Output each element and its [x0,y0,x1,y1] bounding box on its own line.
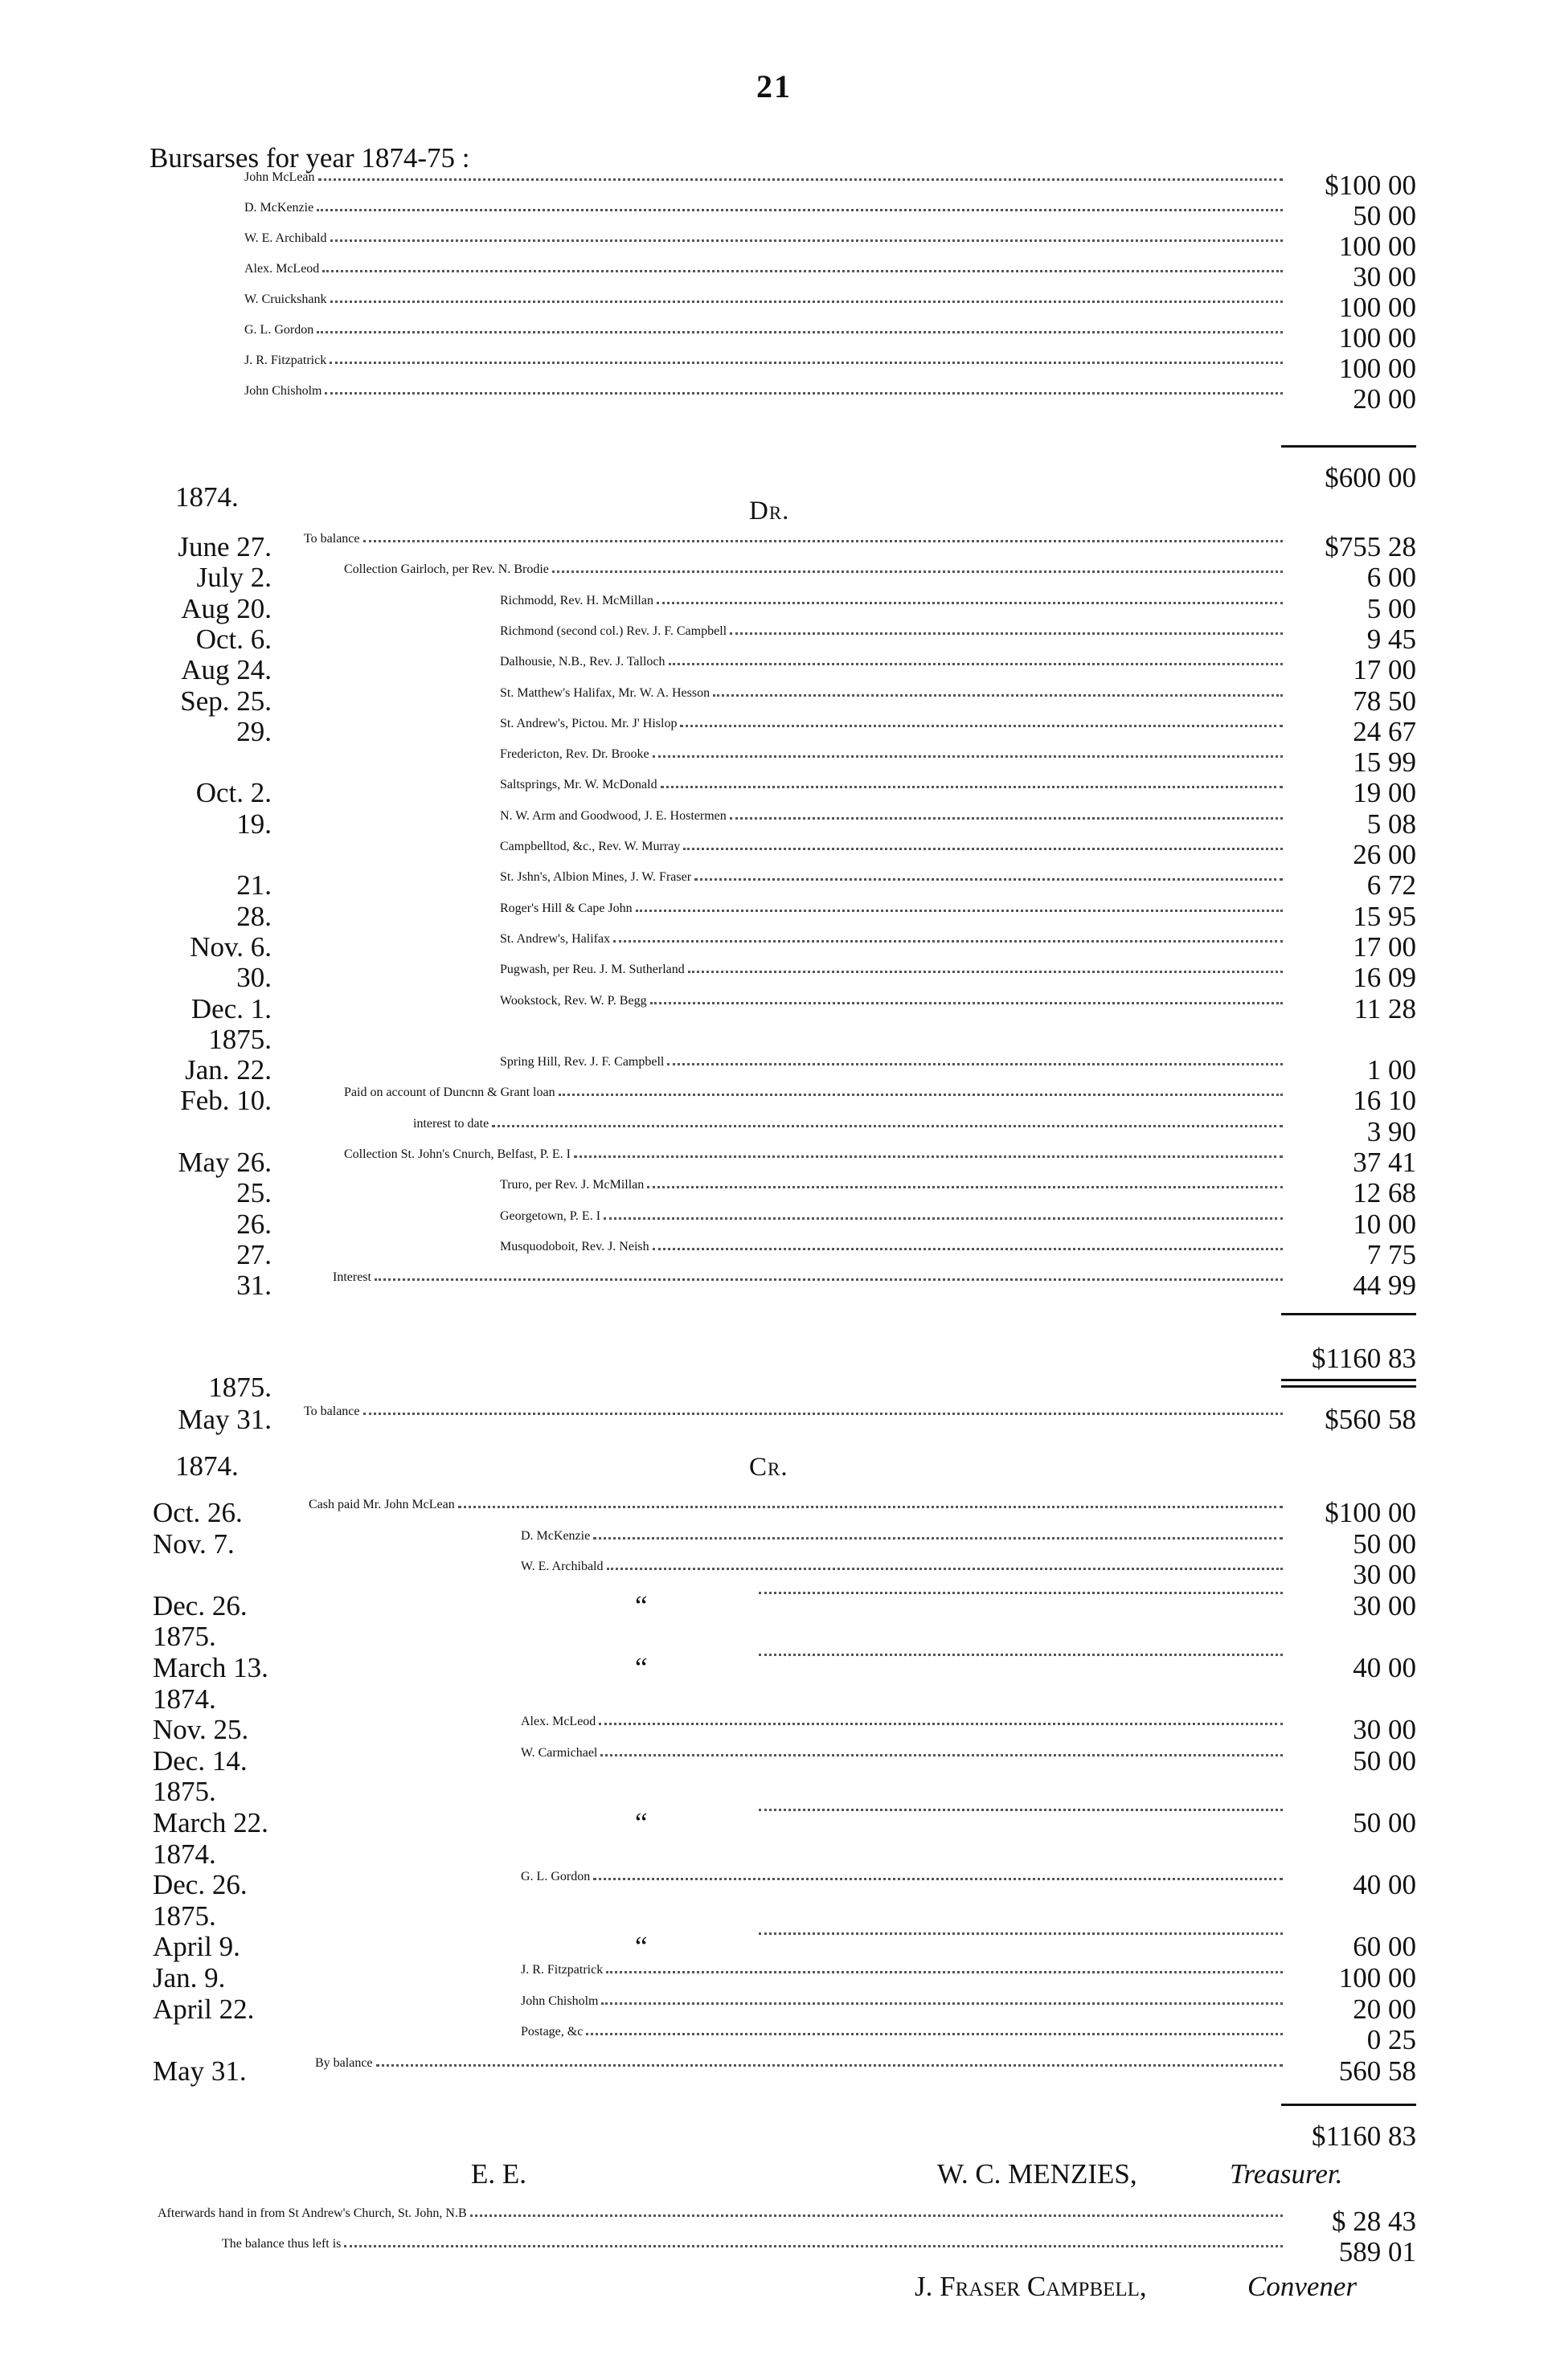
footer-line-label: The balance thus left is [222,2237,342,2251]
debit-entry [500,809,1286,840]
debit-date: Oct. 6. [195,624,272,655]
ditto-mark: “ [635,1590,648,1621]
debit-date: 26. [236,1208,272,1240]
debit-date: Feb. 10. [180,1085,272,1116]
credit-date: May 31. [153,2055,247,2087]
debit-entry [500,594,1286,624]
dot-leader [607,1567,1284,1570]
debit-total: $1160 83 [1312,1343,1416,1374]
dot-leader [330,300,1283,303]
total-rule [1281,445,1416,448]
credit-date [153,2025,313,2055]
debit-entry [500,655,1286,685]
credit-entry-label: Cash paid Mr. John McLean [309,1498,455,1511]
credit-entry-amount: 40 00 [1353,1652,1416,1683]
dot-leader [376,2063,1283,2067]
debit-entry [500,902,1286,932]
credit-entry [521,2025,1286,2055]
debit-year: 1874. [175,481,239,513]
footer-line-amount: $ 28 43 [1332,2206,1416,2237]
credit-entry [521,1870,1286,1900]
credit-entry-amount: 50 00 [1353,1745,1416,1777]
bursary-item [244,170,1286,201]
credit-date: Nov. 7. [153,1528,235,1560]
debit-entry-amount: 17 00 [1353,654,1416,685]
dot-leader [593,1877,1283,1880]
convener-name: J. Fraser Campbell, [915,2271,1147,2302]
debit-date: 21. [236,869,272,901]
debit-entry-label: Campbelltod, &c., Rev. W. Murray [500,840,681,853]
debit-entry-amount: 11 28 [1353,993,1416,1024]
credit-entry [309,1498,1286,1528]
credit-date: March 22. [153,1807,268,1838]
debit-entry [304,532,1286,562]
dot-leader [599,1722,1283,1725]
bursary-item-label: D. McKenzie [244,201,314,215]
debit-entry [500,932,1286,963]
dot-leader [730,632,1283,635]
debit-entry [500,963,1286,993]
credit-date [153,1560,313,1590]
debit-entry-amount: 37 41 [1353,1147,1416,1178]
credit-date: April 22. [153,1994,255,2025]
dot-leader [559,1093,1283,1096]
credit-entry-amount: $100 00 [1325,1497,1416,1528]
debit-entry-amount: 6 00 [1366,562,1416,593]
debit-entry [344,562,1286,593]
total-rule [1281,2104,1416,2106]
dot-leader [552,570,1283,573]
debit-entry-label: Spring Hill, Rev. J. F. Campbell [500,1055,665,1069]
bursary-item [244,323,1286,354]
bursary-item-label: Alex. McLeod [244,262,320,276]
footer-line [158,2206,1286,2237]
debit-date: Aug 24. [181,654,272,685]
total-rule [1281,1313,1416,1315]
dot-leader [688,970,1283,973]
debit-entry [500,778,1286,808]
bursary-item-amount: 100 00 [1338,231,1416,262]
debit-date: Oct. 2. [195,777,272,808]
credit-entry [521,1715,1286,1745]
debit-entry-label: Georgetown, P. E. I [500,1209,601,1223]
dot-leader [363,1412,1283,1415]
debit-date: Aug 20. [181,593,272,624]
dot-leader [317,330,1283,333]
debit-entry-amount: 16 09 [1353,962,1416,993]
debit-entry-label: Saltsprings, Mr. W. McDonald [500,778,657,791]
footer-line-label: Afterwards hand in from St Andrew's Church, St. John, N.B [158,2206,467,2220]
debit-date: 1875. [208,1024,272,1055]
dot-leader [730,816,1283,820]
debit-entry-amount: 26 00 [1353,839,1416,870]
bursary-item-label: W. Cruickshank [244,292,327,306]
dot-leader [636,909,1283,912]
debit-entry [500,717,1286,747]
credit-entry-amount: 50 00 [1353,1528,1416,1560]
credit-entry-amount: 0 25 [1366,2024,1416,2055]
debit-entry-label: interest to date [413,1117,489,1131]
credit-total: $1160 83 [1312,2120,1416,2152]
debit-entry-amount: 17 00 [1353,931,1416,963]
debit-entry-label: Interest [333,1270,371,1284]
debit-date [149,840,272,870]
credit-entry-amount: 20 00 [1353,1994,1416,2025]
treasurer-name: W. C. MENZIES, [937,2158,1137,2190]
bursary-item [244,292,1286,323]
dot-leader [613,939,1283,943]
bursary-item-label: John Chisholm [244,384,322,398]
bursary-item-amount: 100 00 [1338,322,1416,354]
bursary-item-amount: 20 00 [1353,383,1416,415]
credit-date: Nov. 25. [153,1714,249,1745]
dot-leader [759,1932,1283,1935]
bursary-item-label: W. E. Archibald [244,231,327,245]
dot-leader [669,662,1283,665]
debit-entry-amount: 44 99 [1353,1270,1416,1301]
debit-entry [500,840,1286,870]
credit-date: 1874. [153,1838,216,1870]
debit-date: 25. [236,1177,272,1208]
dot-leader [330,239,1284,242]
footer-line [222,2237,1286,2268]
debit-entry [500,624,1286,655]
debit-entry [500,1055,1286,1086]
bursary-item-amount: 100 00 [1338,292,1416,323]
debit-entry [500,1240,1286,1270]
debit-entry-amount: 12 68 [1353,1177,1416,1208]
credit-entry-amount: 560 58 [1338,2055,1416,2087]
debit-entry-amount: 15 99 [1353,746,1416,778]
dot-leader [601,2002,1283,2005]
debit-date: 31. [236,1270,272,1301]
bursary-item [244,354,1286,384]
debit-date: July 2. [196,562,272,593]
credit-entry-label: Postage, &c [521,2025,584,2039]
dot-leader [667,1062,1283,1065]
credit-date: 1874. [153,1683,216,1715]
dot-leader [653,1247,1283,1250]
credit-entry-amount: 40 00 [1353,1869,1416,1900]
dot-leader [458,1505,1283,1508]
dot-leader [680,724,1283,727]
balance-year: 1875. [208,1372,272,1403]
debit-date [149,1117,272,1147]
dot-leader [600,1753,1283,1756]
bursary-item [244,201,1286,231]
debit-entry [500,747,1286,778]
bursaries-total: $600 00 [1325,462,1416,493]
dot-leader [759,1808,1283,1811]
credit-entry [756,1591,1286,1621]
bursary-item-amount: 100 00 [1338,353,1416,384]
balance-amount: $560 58 [1325,1404,1416,1435]
dot-leader [694,877,1283,881]
debit-date: 30. [236,962,272,993]
dot-leader [344,2244,1283,2247]
ditto-mark: “ [635,1931,648,1962]
credit-entry-amount: 30 00 [1353,1714,1416,1745]
dot-leader [713,693,1283,697]
debit-entry-amount: $755 28 [1325,531,1416,562]
dot-leader [606,1970,1283,1973]
credit-date: 1875. [153,1776,216,1807]
dot-leader [574,1155,1283,1158]
treasurer-title: Treasurer. [1230,2158,1343,2190]
debit-entry-label: Collection St. John's Cnurch, Belfast, P. E. I [344,1147,571,1161]
credit-date: Jan. 9. [153,1962,226,1994]
credit-entry-amount: 60 00 [1353,1931,1416,1962]
ditto-mark: “ [635,1652,648,1683]
dot-leader [683,847,1283,850]
credit-entry-amount: 100 00 [1338,1962,1416,1994]
dot-leader [593,1536,1283,1540]
debit-entry-amount: 1 00 [1366,1054,1416,1086]
dot-leader [322,269,1283,272]
credit-date: Oct. 26. [153,1497,243,1528]
debit-entry-label: Roger's Hill & Cape John [500,902,633,915]
bursary-item-label: John McLean [244,170,315,184]
credit-entry [521,1746,1286,1777]
credit-entry [521,1963,1286,1994]
debit-entry-amount: 24 67 [1353,716,1416,747]
double-rule [1281,1379,1416,1381]
debit-date: June 27. [178,531,272,562]
credit-entry-label: John Chisholm [521,1994,599,2008]
balance-entry [304,1405,1286,1435]
debit-entry-label: St. Matthew's Halifax, Mr. W. A. Hesson [500,686,711,700]
balance-label: To balance [304,1405,360,1418]
bursary-item-amount: 30 00 [1353,261,1416,292]
dot-leader [375,1278,1283,1281]
debit-entry-label: Collection Gairloch, per Rev. N. Brodie [344,562,549,576]
credit-date: 1875. [153,1900,216,1932]
debit-entry [344,1086,1286,1116]
debit-entry-label: Richmodd, Rev. H. McMillan [500,594,653,607]
credit-entry-amount: 50 00 [1353,1807,1416,1838]
debit-entry-label: St. Andrew's, Pictou. Mr. J' Hislop [500,717,678,730]
debit-entry-label: Truro, per Rev. J. McMillan [500,1178,645,1192]
footer-line-amount: 589 01 [1338,2236,1416,2268]
debit-date: Jan. 22. [185,1054,272,1086]
bursary-item-amount: 50 00 [1353,200,1416,231]
credit-year: 1874. [175,1450,239,1482]
signature-initials: E. E. [471,2158,527,2190]
debit-entry-label: To balance [304,532,360,546]
dot-leader [318,178,1283,181]
dot-leader [759,1591,1283,1594]
bursary-item [244,384,1286,415]
debit-entry [500,1209,1286,1240]
double-rule [1281,1385,1416,1388]
debit-entry-amount: 19 00 [1353,777,1416,808]
credit-entry [521,1560,1286,1590]
credit-entry [756,1653,1286,1683]
convener-title: Convener [1247,2271,1358,2302]
credit-entry-label: W. Carmichael [521,1746,598,1760]
bursary-item-label: G. L. Gordon [244,323,314,337]
debit-entry [333,1270,1286,1301]
debit-entry-amount: 78 50 [1353,685,1416,717]
debit-date: Dec. 1. [190,993,272,1024]
credit-entry-label: By balance [315,2056,373,2070]
debit-entry-amount: 9 45 [1366,624,1416,655]
dot-leader [657,601,1283,604]
dot-leader [661,785,1283,788]
debit-entry [413,1117,1286,1147]
credit-date: March 13. [153,1652,268,1683]
debit-entry-label: Richmond (second col.) Rev. J. F. Campbell [500,624,727,638]
debit-entry-amount: 3 90 [1366,1116,1416,1147]
dot-leader [759,1653,1283,1656]
debit-entry-label: Dalhousie, N.B., Rev. J. Talloch [500,655,665,669]
debit-date: Sep. 25. [180,685,272,717]
credit-entry-amount: 30 00 [1353,1559,1416,1590]
credit-date: 1875. [153,1621,216,1652]
credit-entry-label: W. E. Archibald [521,1560,604,1573]
debit-entry-amount: 16 10 [1353,1085,1416,1116]
credit-entry [315,2056,1286,2087]
credit-entry [521,1994,1286,2025]
dot-leader [492,1124,1283,1127]
dot-leader [363,539,1283,542]
credit-entry-amount: 30 00 [1353,1590,1416,1621]
debit-entry [500,994,1286,1024]
debit-date: 29. [236,716,272,747]
dot-leader [586,2032,1283,2035]
debit-entry-label: Musquodoboit, Rev. J. Neish [500,1240,649,1253]
credit-date: Dec. 26. [153,1869,248,1900]
bursaries-title: Bursarses for year 1874-75 : [149,142,470,174]
debit-entry-label: Fredericton, Rev. Dr. Brooke [500,747,649,761]
credit-entry-label: G. L. Gordon [521,1870,591,1883]
dot-leader [470,2214,1283,2217]
page-number: 21 [756,68,792,104]
bursary-item-amount: $100 00 [1325,170,1416,201]
debit-date: 28. [236,901,272,932]
credit-date: Dec. 14. [153,1745,248,1777]
debit-entry-label: Wookstock, Rev. W. P. Begg [500,994,647,1008]
bursary-item-label: J. R. Fitzpatrick [244,354,327,367]
debit-entry [500,870,1286,901]
credit-entry-label: Alex. McLeod [521,1715,596,1728]
credit-entry-label: D. McKenzie [521,1529,591,1543]
dot-leader [317,208,1283,211]
debit-entry-amount: 15 95 [1353,901,1416,932]
bursary-item [244,262,1286,292]
bursary-item [244,231,1286,262]
debit-entry-label: Pugwash, per Reu. J. M. Sutherland [500,963,685,976]
debit-entry-label: St. Andrew's, Halifax [500,932,611,946]
debit-entry-label: St. Jshn's, Albion Mines, J. W. Fraser [500,870,692,884]
debit-heading: Dr. [749,497,790,525]
debit-entry [500,686,1286,717]
debit-date [149,747,272,778]
debit-entry-amount: 6 72 [1366,869,1416,901]
credit-date: April 9. [153,1931,240,1962]
dot-leader [650,1001,1283,1004]
debit-entry [500,1178,1286,1208]
credit-entry-label: J. R. Fitzpatrick [521,1963,604,1977]
dot-leader [325,391,1283,395]
ditto-mark: “ [635,1807,648,1838]
debit-date: 27. [236,1239,272,1270]
debit-entry-amount: 5 08 [1366,808,1416,840]
debit-entry-amount: 10 00 [1353,1208,1416,1240]
credit-entry [756,1808,1286,1838]
balance-date: May 31. [178,1404,272,1435]
debit-date: May 26. [178,1147,272,1178]
credit-entry [521,1529,1286,1560]
credit-date: Dec. 26. [153,1590,248,1621]
debit-entry-label: Paid on account of Duncnn & Grant loan [344,1086,555,1099]
dot-leader [647,1185,1283,1188]
debit-entry-amount: 5 00 [1366,593,1416,624]
debit-date: 19. [236,808,272,840]
debit-date: Nov. 6. [190,931,272,963]
dot-leader [604,1217,1283,1220]
credit-heading: Cr. [749,1453,788,1482]
debit-entry-label: N. W. Arm and Goodwood, J. E. Hostermen [500,809,727,823]
dot-leader [653,754,1283,758]
credit-entry [756,1932,1286,1962]
debit-entry-amount: 7 75 [1366,1239,1416,1270]
dot-leader [330,361,1283,364]
debit-entry [344,1147,1286,1178]
